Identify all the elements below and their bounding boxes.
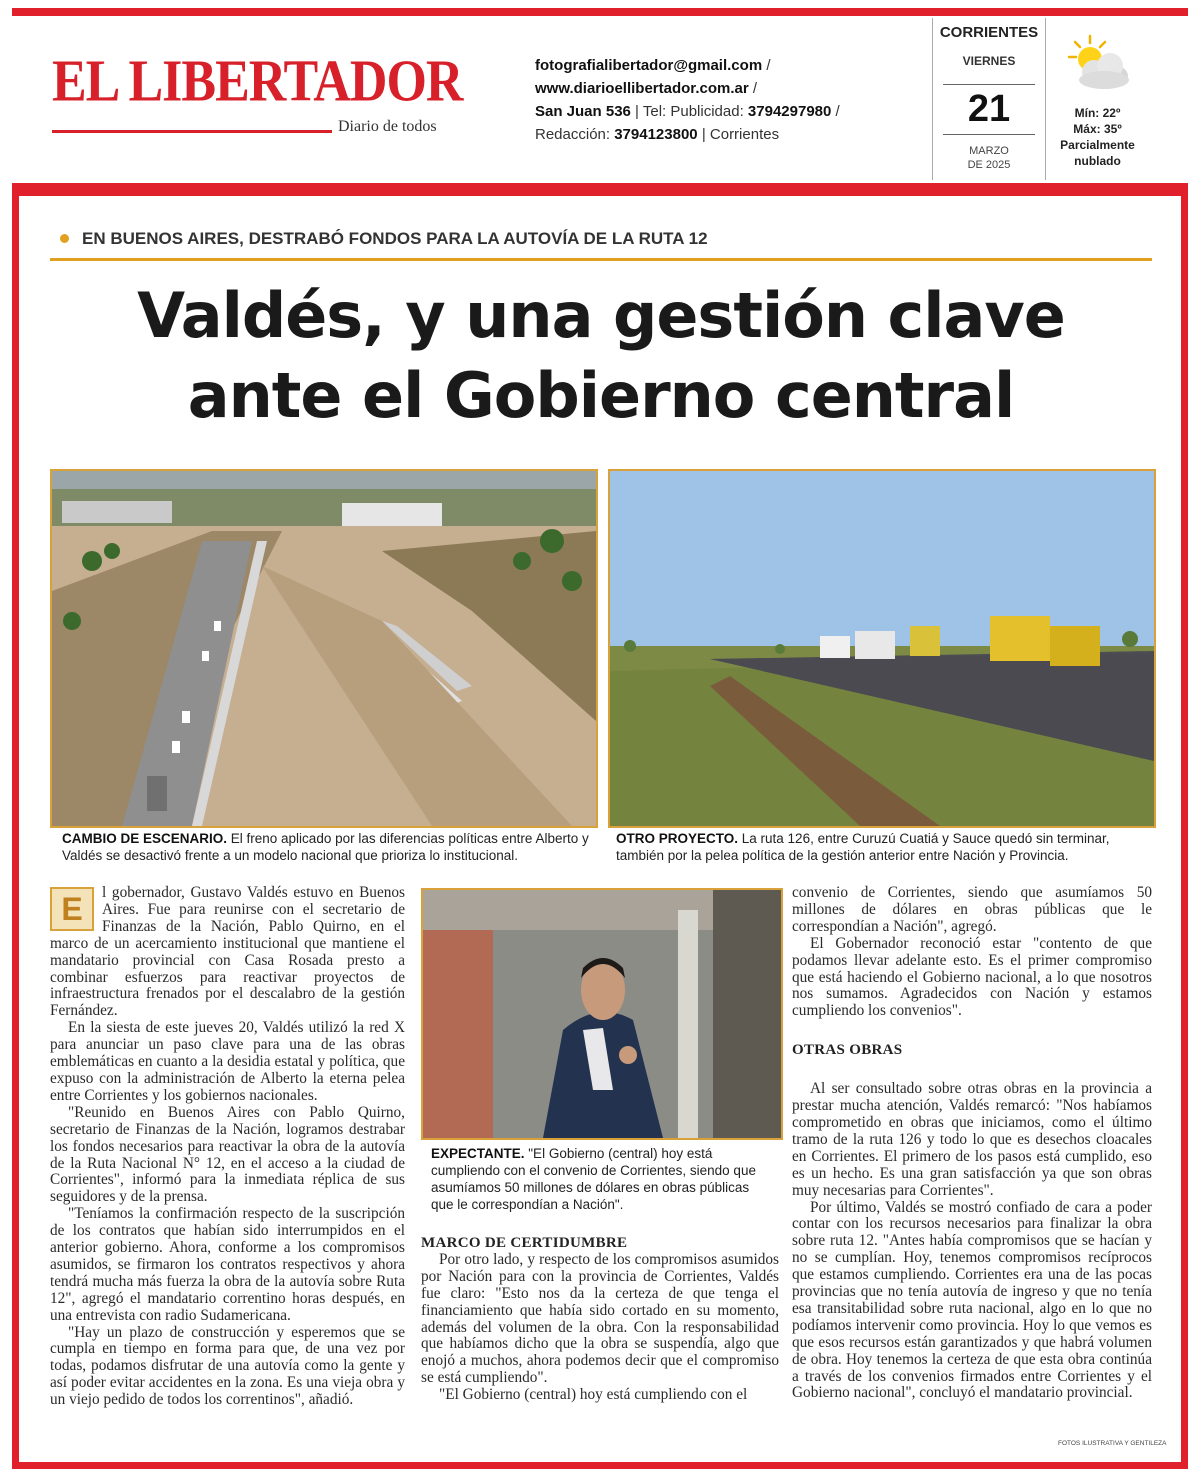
date-month-year: MARZO DE 2025	[967, 145, 1011, 171]
photo-highway-construction[interactable]	[50, 469, 598, 828]
temp-max: Máx: 35º	[1073, 122, 1122, 136]
kicker-rule	[50, 258, 1152, 261]
tel-redaccion: 3794123800	[614, 126, 698, 143]
date-weekday: VIERNES	[962, 54, 1016, 68]
subheading: OTRAS OBRAS	[792, 1042, 903, 1059]
contact-website[interactable]: www.diarioellibertador.com.ar	[535, 80, 749, 97]
photo-caption: EXPECTANTE. "El Gobierno (central) hoy está cumpliendo con el convenio de Corrientes, siendo que asumíamos 50 millones de dólares en obras públicas que le correspondían a Nación".	[431, 1146, 756, 1212]
photo-credit: FOTOS ILUSTRATIVA Y GENTILEZA	[1058, 1440, 1167, 1447]
paragraph: convenio de Corrientes, siendo que asumíamos 50 millones de dólares en obras públicas que le correspondían a Nación", agregó.	[792, 884, 1152, 935]
contact-email[interactable]: fotografialibertador@gmail.com	[535, 57, 763, 74]
road-machinery-image	[610, 471, 1154, 826]
paragraph: "Hay un plazo de construcción y esperemos que se cumpla en tiempo en forma para que, de una vez por todas, podamos disfrutar de una autovía como la gente y así poder evitar accidentes en la zona. Es una vieja obra y un viejo pedido de todos los correntinos", añadió.	[50, 1323, 405, 1409]
newspaper-logo[interactable]: EL LIBERTADOR	[52, 48, 463, 115]
photo-ruta-126[interactable]	[608, 469, 1156, 828]
paragraph: "Teníamos la confirmación respecto de la suscripción de los contratos que habían sido interrumpidos en el anterior gobierno. Ahora, conforme a los compromisos asumidos, se firmaron los contratos respectivos y ahora tendrá mucha más fuerza la obra de la autovía sobre Ruta 12", agregó el mandatario correntino horas después, en una entrevista con radio Sudamericana.	[50, 1205, 405, 1324]
date-divider	[943, 134, 1035, 135]
date-divider	[943, 84, 1035, 85]
article-column-1: E l gobernador, Gustavo Valdés estuvo en Buenos Aires. Fue para reunirse con el secretario de Finanzas de la Nación, Pablo Quirno, en el marco de un acercamiento institucional que mantiene el mandatario provincial con Casa Rosada presto a combinar esfuerzos para reactivar proyectos de infraestructura frenados por el descalabro de la gestión Fernández. En la siesta de este jueves 20, Valdés utilizó la red X para anunciar un paso clave para una de las obras emblemáticas en cuanto a la desidia estatal y política, que expuso con la administración de Alberto la eterna pelea entre Corrientes y los gobiernos nacionales. "Reunido en Buenos Aires con Pablo Quirno, secretario de Finanzas de la Nación, logramos destrabar los fondos necesarios para reactivar la obra de la autovía de la Ruta Nacional N° 12, en el acceso a la ciudad de Corrientes", informó para la inmediata réplica de sus seguidores y de la prensa. "Teníamos la confirmación respecto de la suscripción de los contratos que habían sido interrumpidos en el anterior gobierno. Ahora, conforme a los compromisos asumidos, se firmaron los contratos respectivos y ahora tendrá mucha más fuerza la obra de la autovía sobre Ruta 12", agregó el mandatario correntino horas después, en una entrevista con radio Sudamericana. "Hay un plazo de construcción y esperemos que se cumpla en tiempo en forma para que, de una vez por todas, podamos disfrutar de una autovía como la gente y así poder evitar accidentes en la zona. Es una vieja obra y un viejo pedido de todos los correntinos", añadió.	[50, 884, 405, 1409]
paragraph: Por último, Valdés se mostró confiado de cara a poder contar con los recursos necesarios para finalizar la obra sobre ruta 12. "Antes había compromisos que se hacían y no se cumplían. Hoy, tenemos compromisos recíprocos que estamos cumpliendo. Corrientes era una de las pocas provincias que no tenía autovía de ingreso y que no tenía esa transitabilidad sobre ruta nacional, algo en lo que no podíamos intervenir como provincia. Hoy lo que vemos es que esos recursos están garantizados y que habrá volumen de obra. Hoy tenemos la certeza de que esta obra continúa a través de los convenios firmados entre Corrientes y el Gobierno nacional", concluyó el mandatario provincial.	[792, 1198, 1152, 1402]
contact-address: San Juan 536	[535, 103, 631, 120]
partly-cloudy-icon	[1062, 32, 1134, 94]
paragraph: Por otro lado, y respecto de los compromisos asumidos por Nación para con la provincia de Corrientes, Valdés fue claro: "Esto nos da la certeza de que tenga el financiamiento que había sido cortado en su momento, además del volumen de la obra. Con la responsabilidad que habíamos dicho que la obra se suspendía, algo que enojó a muchos, ahora podemos decir que el compromiso se está cumpliendo".	[421, 1250, 779, 1387]
article-kicker: EN BUENOS AIRES, DESTRABÓ FONDOS PARA LA AUTOVÍA DE LA RUTA 12	[82, 229, 708, 248]
date-day: 21	[967, 88, 1011, 130]
temp-min: Mín: 22º	[1074, 106, 1121, 120]
drop-cap: E	[50, 887, 94, 931]
date-city: CORRIENTES	[939, 24, 1039, 41]
weather-condition: Parcialmente	[1060, 138, 1135, 152]
subheading: MARCO DE CERTIDUMBRE	[421, 1235, 628, 1251]
paragraph: Al ser consultado sobre otras obras en la provincia a prestar mucha atención, Valdés remarcó: "Nos habíamos comprometido en obras que iniciamos, como el último tramo de la ruta 126 y todo lo que es desechos cloacales en Corrientes. El primero de los pasos está cumplido, eso es un hecho. Es una gran satisfacción ya que son obras muy necesarias para Corrientes".	[792, 1080, 1152, 1199]
paragraph: "El Gobierno (central) hoy está cumpliendo con el	[439, 1386, 748, 1404]
weather-box: Mín: 22º Máx: 35º Parcialmente nublado	[1050, 28, 1145, 178]
top-red-bar	[12, 8, 1188, 16]
article-column-3	[792, 885, 1152, 1402]
bullet-icon	[60, 234, 69, 243]
masthead-red-bar	[12, 183, 1188, 196]
photo-caption: OTRO PROYECTO. La ruta 126, entre Curuzú Cuatiá y Sauce quedó sin terminar, también por la pelea política de la gestión anterior entre Nación y Provincia.	[616, 831, 1110, 863]
article-column-2	[421, 1235, 779, 1404]
contact-info: fotografialibertador@gmail.com / www.diarioellibertador.com.ar / San Juan 536 | Tel: Publicidad: 3794297980 / Redacción: 3794123800 | Corrientes	[535, 57, 840, 143]
logo-underline	[52, 130, 332, 133]
paragraph: En la siesta de este jueves 20, Valdés utilizó la red X para anunciar un paso clave para una de las obras emblemáticas en cuanto a la desidia estatal y política, que expuso con la administración de Alberto la eterna pelea entre Corrientes y los gobiernos nacionales.	[50, 1019, 405, 1104]
tel-publicidad: 3794297980	[747, 103, 832, 120]
paragraph: "Reunido en Buenos Aires con Pablo Quirno, secretario de Finanzas de la Nación, logramos destrabar los fondos necesarios para reactivar la obra de la autovía de la Ruta Nacional N° 12, en el acceso a la ciudad de Corrientes", informó para la inmediata réplica de sus seguidores y de la prensa.	[50, 1103, 405, 1206]
logo-tagline: Diario de todos	[338, 118, 437, 135]
article-headline: Valdés, y una gestión clave ante el Gobierno central	[137, 279, 1065, 432]
photo-governor[interactable]	[421, 888, 783, 1140]
governor-portrait-image	[423, 890, 781, 1138]
aerial-road-image	[52, 471, 596, 826]
paragraph: El Gobernador reconoció estar "contento de que podamos llevar adelante esto. Es el primer compromiso que está haciendo el Gobierno nacional, a lo que nosotros nos sumamos. Agradecidos con Nación y estamos cumpliendo los convenios".	[792, 934, 1152, 1020]
date-box	[932, 18, 1046, 180]
photo-caption: CAMBIO DE ESCENARIO. El freno aplicado por las diferencias políticas entre Alberto y Valdés se desactivó frente a un modelo nacional que prioriza lo institucional.	[62, 831, 589, 863]
